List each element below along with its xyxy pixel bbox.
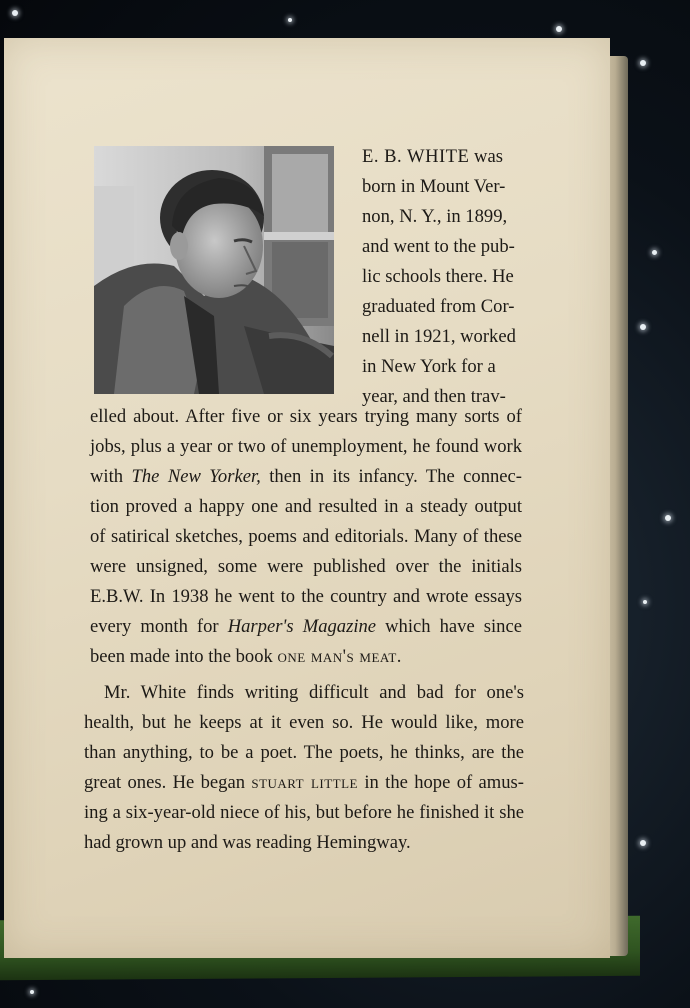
- bio-line: elled about. After five or six years trying many sorts of: [90, 406, 522, 427]
- bio-paragraph-1-full: [90, 402, 522, 672]
- bio-line: tion proved a happy one and resulted in a steady output: [90, 496, 522, 517]
- sparkle: [640, 840, 646, 846]
- bio-line: [90, 612, 522, 642]
- magazine-title-new-yorker: The New Yorker,: [131, 466, 261, 487]
- bio-paragraph-1-top: [362, 142, 522, 412]
- bio-line: [84, 768, 524, 798]
- bio-line: of satirical sketches, poems and editorials. Many of these: [90, 526, 522, 547]
- bio-line: E.B.W. In 1938 he went to the country and wrote essays: [90, 586, 522, 607]
- bio-line: jobs, plus a year or two of unemployment, he found work: [90, 436, 522, 457]
- bio-line: [362, 142, 522, 172]
- bio-line: health, but he keeps at it even so. He would like, more: [84, 712, 524, 733]
- bio-text: with: [90, 466, 124, 487]
- bio-text: every month for: [90, 616, 219, 637]
- bio-text: great ones. He began: [84, 772, 245, 793]
- bio-line: year, and then trav-: [362, 386, 506, 407]
- book-title-one-mans-meat: one man's meat.: [277, 646, 402, 667]
- bio-line: nell in 1921, worked: [362, 326, 516, 347]
- sparkle: [12, 10, 18, 16]
- sparkle: [665, 515, 671, 521]
- bio-line: non, N. Y., in 1899,: [362, 206, 508, 227]
- sparkle: [556, 26, 562, 32]
- bio-line: [90, 642, 522, 672]
- author-portrait: [94, 146, 334, 394]
- bio-line: graduated from Cor-: [362, 296, 515, 317]
- bio-text: been made into the book: [90, 646, 273, 667]
- bio-line: were unsigned, some were published over the initials: [90, 556, 522, 577]
- bio-line: Mr. White finds writing difficult and bad for one's: [104, 682, 524, 703]
- sparkle: [652, 250, 657, 255]
- bio-line: had grown up and was reading Hemingway.: [84, 832, 411, 853]
- magazine-title-harpers: Harper's Magazine: [227, 616, 377, 637]
- sparkle: [643, 600, 647, 604]
- bio-line: than anything, to be a poet. The poets, he thinks, are the: [84, 742, 524, 763]
- bio-text: in the hope of amus-: [364, 772, 524, 793]
- bio-text: was: [469, 146, 503, 167]
- bio-line: and went to the pub-: [362, 236, 515, 257]
- bio-line: lic schools there. He: [362, 266, 514, 287]
- bio-line: [90, 462, 522, 492]
- sparkle: [640, 60, 646, 66]
- book-title-stuart-little: stuart little: [251, 772, 358, 793]
- bio-text: then in its infancy. The connec-: [269, 466, 522, 487]
- sparkle: [288, 18, 292, 22]
- bio-line: born in Mount Ver-: [362, 176, 506, 197]
- sparkle: [30, 990, 34, 994]
- author-name: E. B. WHITE: [362, 146, 470, 167]
- bio-paragraph-2: [84, 678, 524, 858]
- bio-line: ing a six-year-old niece of his, but before he finished it she: [84, 802, 524, 823]
- bio-text: which have since: [385, 616, 522, 637]
- sparkle: [640, 324, 646, 330]
- bio-line: in New York for a: [362, 356, 496, 377]
